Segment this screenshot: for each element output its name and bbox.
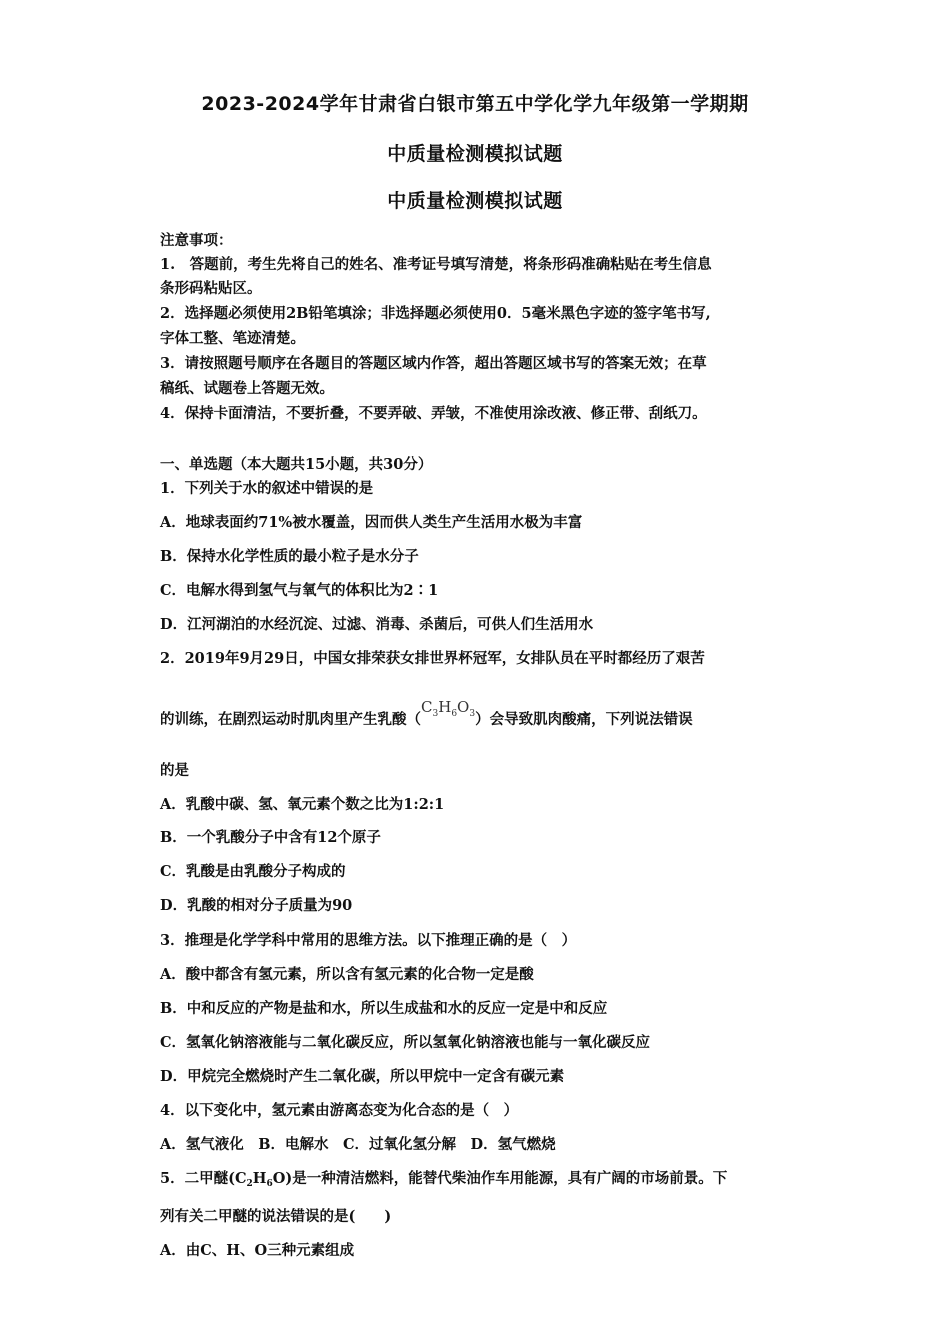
q3-option-d: D．甲烷完全燃烧时产生二氧化碳，所以甲烷中一定含有碳元素 — [160, 1068, 565, 1085]
notice-item-2b: 字体工整、笔迹清楚。 — [160, 330, 305, 347]
notice-heading: 注意事项： — [160, 232, 233, 249]
notice-item-1a: 1. 答题前，考生先将自己的姓名、准考证号填写清楚，将条形码准确粘贴在考生信息 — [160, 256, 712, 273]
q2-stem-line3: 的是 — [160, 762, 189, 779]
q2-stem-post: ）会导致肌肉酸痛，下列说法错误 — [475, 711, 693, 728]
notice-item-3a: 3．请按照题号顺序在各题目的答题区域内作答，超出答题区域书写的答案无效；在草 — [160, 355, 707, 372]
q2-option-d: D．乳酸的相对分子质量为90 — [160, 897, 353, 914]
q3-option-b: B．中和反应的产物是盐和水，所以生成盐和水的反应一定是中和反应 — [160, 1000, 608, 1017]
q2-stem-pre: 的训练，在剧烈运动时肌肉里产生乳酸（ — [160, 711, 421, 728]
q3-option-c: C．氢氧化钠溶液能与二氧化碳反应，所以氢氧化钠溶液也能与一氧化碳反应 — [160, 1034, 651, 1051]
q2-stem-line2 — [160, 698, 693, 731]
q1-option-c: C．电解水得到氢气与氧气的体积比为2∶1 — [160, 582, 439, 599]
notice-item-1b: 条形码粘贴区。 — [160, 280, 262, 297]
q1-option-d: D．江河湖泊的水经沉淀、过滤、消毒、杀菌后，可供人们生活用水 — [160, 616, 594, 633]
notice-item-3b: 稿纸、试题卷上答题无效。 — [160, 380, 334, 397]
q1-option-b: B．保持水化学性质的最小粒子是水分子 — [160, 548, 419, 565]
exam-title-line1: 2023-2024学年甘肃省白银市第五中学化学九年级第一学期期 — [201, 93, 749, 115]
q5-option-a: A．由C、H、O三种元素组成 — [160, 1242, 355, 1259]
q2-stem-line1: 2．2019年9月29日，中国女排荣获女排世界杯冠军，女排队员在平时都经历了艰苦 — [160, 650, 705, 667]
q2-option-a: A．乳酸中碳、氢、氧元素个数之比为1:2:1 — [160, 796, 445, 813]
q4-options: A．氢气液化 B．电解水 C．过氧化氢分解 D．氢气燃烧 — [160, 1136, 556, 1153]
q5-stem-line2: 列有关二甲醚的说法错误的是( ) — [160, 1208, 392, 1225]
q5-stem-line1: 5．二甲醚$(C_2H_6O)$是一种清洁燃料，能替代柴油作车用能源，具有广阔的市场前景。下 — [160, 1170, 728, 1189]
q3-option-a: A．酸中都含有氢元素，所以含有氢元素的化合物一定是酸 — [160, 966, 534, 983]
q3-stem: 3．推理是化学学科中常用的思维方法。以下推理正确的是（ ） — [160, 932, 577, 949]
notice-item-4: 4．保持卡面清洁，不要折叠，不要弄破、弄皱，不准使用涂改液、修正带、刮纸刀。 — [160, 405, 707, 422]
lactic-acid-formula: $C_3H_6O_3$ — [421, 698, 476, 719]
q2-option-b: B．一个乳酸分子中含有12个原子 — [160, 829, 381, 846]
exam-title-line3: 中质量检测模拟试题 — [387, 190, 563, 212]
notice-item-2a: 2．选择题必须使用2B铅笔填涂；非选择题必须使用0．5毫米黑色字迹的签字笔书写, — [160, 305, 711, 322]
section-heading: 一、单选题（本大题共15小题，共30分） — [160, 456, 433, 473]
q2-option-c: C．乳酸是由乳酸分子构成的 — [160, 863, 346, 880]
q1-option-a: A．地球表面约71%被水覆盖，因而供人类生产生活用水极为丰富 — [160, 514, 583, 531]
q1-stem: 1．下列关于水的叙述中错误的是 — [160, 480, 374, 497]
exam-title-line2: 中质量检测模拟试题 — [387, 143, 563, 165]
q4-stem: 4．以下变化中，氢元素由游离态变为化合态的是（ ） — [160, 1102, 519, 1119]
